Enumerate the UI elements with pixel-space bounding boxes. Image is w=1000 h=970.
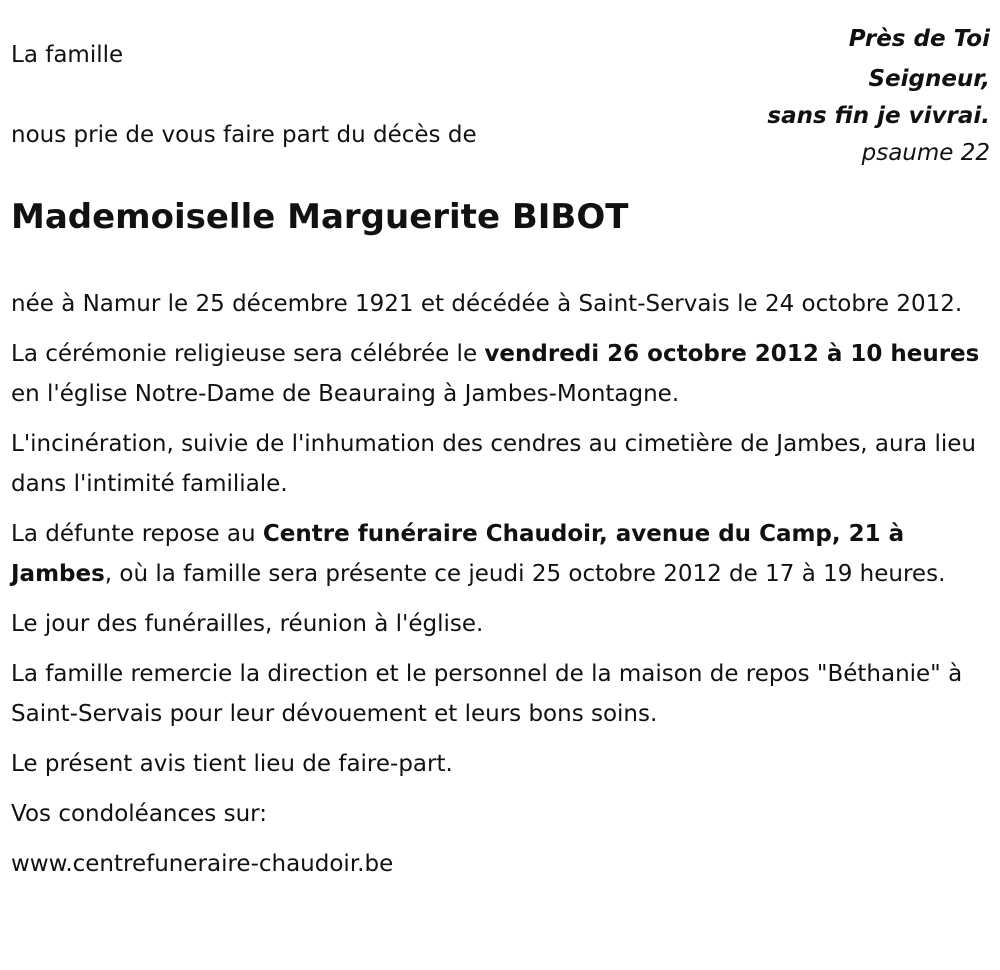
deceased-name-heading: Mademoiselle Marguerite BIBOT (11, 197, 629, 237)
ceremony-text-start: La cérémonie religieuse sera célébrée le (11, 341, 485, 367)
verse-line-1: Près de Toi (848, 26, 990, 52)
repose-text-end: , où la famille sera présente ce jeudi 25 octobre 2012 de 17 à 19 heures. (104, 561, 946, 587)
repose-text-start: La défunte repose au (11, 521, 263, 547)
funeral-day-paragraph: Le jour des funérailles, réunion à l'église. (11, 611, 484, 637)
repose-paragraph (11, 514, 986, 594)
notice-paragraph: Le présent avis tient lieu de faire-part. (11, 751, 453, 777)
website-link[interactable]: www.centrefuneraire-chaudoir.be (11, 851, 394, 877)
verse-line-2: Seigneur, (868, 66, 990, 92)
family-intro-text: La famille (11, 42, 124, 68)
announcement-intro-text: nous prie de vous faire part du décès de (11, 122, 477, 148)
birth-death-paragraph: née à Namur le 25 décembre 1921 et décédée à Saint-Servais le 24 octobre 2012. (11, 291, 963, 317)
thanks-paragraph: La famille remercie la direction et le personnel de la maison de repos "Béthanie" à Saint-Servais pour leur dévouement et leurs bons soins. (11, 661, 963, 727)
funeral-center-address: Centre funéraire Chaudoir, avenue du Camp, 21 à Jambes (11, 521, 905, 587)
obituary-body (11, 284, 986, 894)
incineration-paragraph: L'incinération, suivie de l'inhumation des cendres au cimetière de Jambes, aura lieu dans l'intimité familiale. (11, 431, 976, 497)
condolences-label: Vos condoléances sur: (11, 801, 267, 827)
ceremony-text-end: en l'église Notre-Dame de Beauraing à Jambes-Montagne. (11, 381, 680, 407)
ceremony-date-time: vendredi 26 octobre 2012 à 10 heures (484, 341, 980, 367)
ceremony-paragraph (11, 334, 986, 414)
verse-line-3: sans fin je vivrai. (767, 103, 990, 129)
verse-reference: psaume 22 (861, 140, 990, 166)
